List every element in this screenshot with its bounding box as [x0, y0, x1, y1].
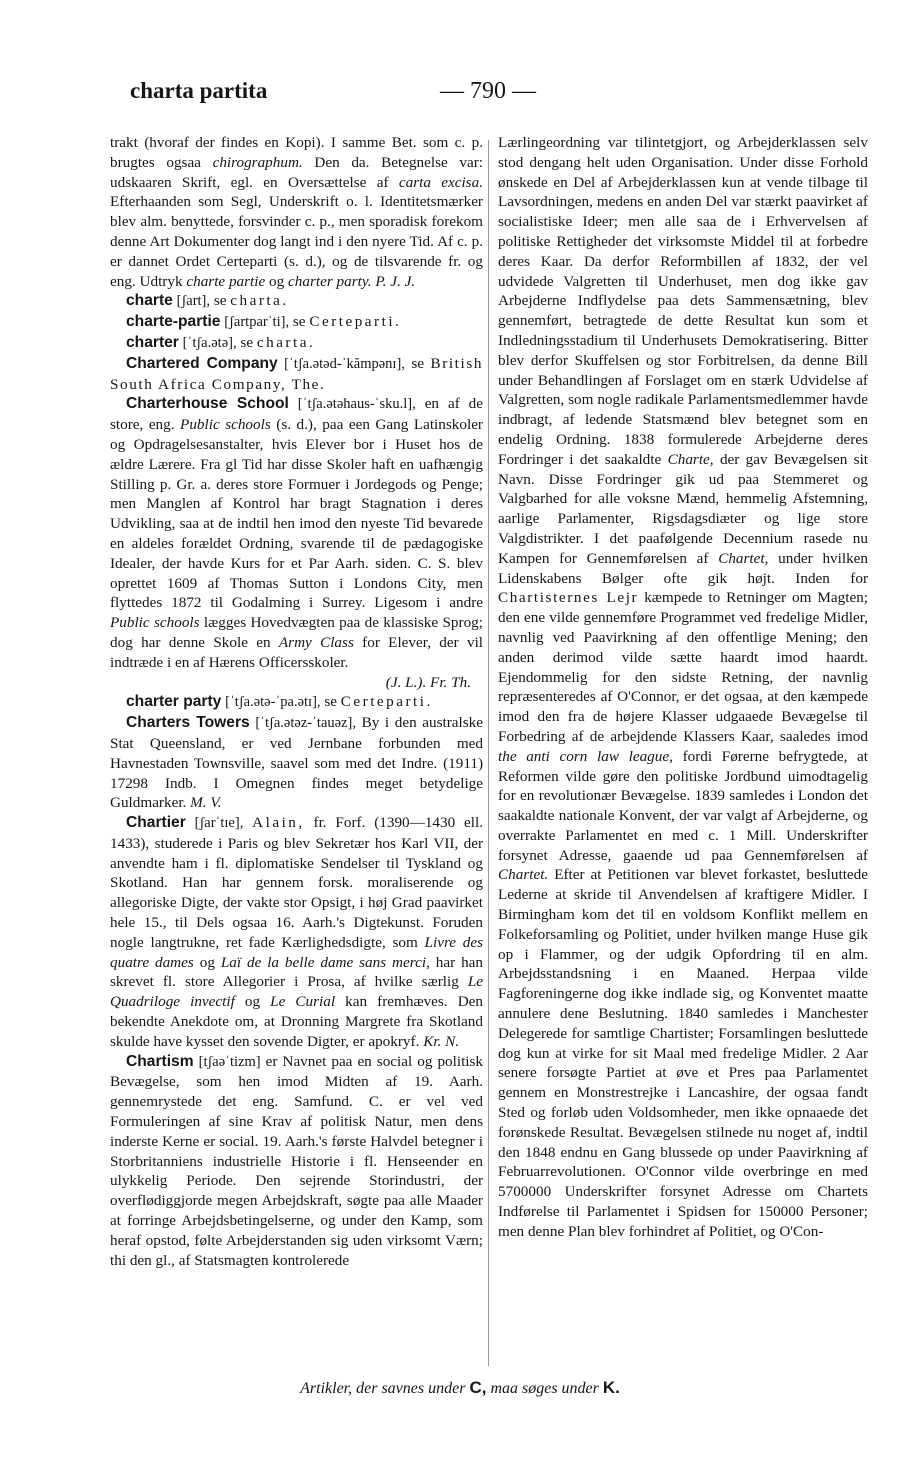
cross-reference: charta. — [256, 333, 316, 351]
cross-reference: charta. — [230, 292, 289, 310]
headword: charter — [126, 333, 179, 351]
running-head: charta partita — [130, 78, 268, 103]
page-header — [0, 70, 920, 110]
entry-charte-partie: charte-partie [ʃartparˈti], se Certeparti. — [126, 313, 402, 331]
article-continuation: trakt (hvoraf der findes en Kopi). I samme Bet. som c. p. brugtes ogsaa chirographum. Den da. Betegnelse var: udskaaren Skrift, egl. en Oversættelse af carta excisa. Efterhaanden som Segl, Underskrift o. l. Identitetsmærker blev alm. benyttede, forsvinder c. p., men sporadisk forekom denne Art Dokumenter dog langt ind i den nyere Tid. Af c. p. er dannet Ordet Certeparti (s. d.), og de tilsvarende fr. og eng. Udtryk charte partie og charter party. P. J. J. — [110, 134, 484, 290]
entry-chartered-company: Chartered Company [ˈtʃa.ətəd-ˈkămpənɪ], se British South Africa Company, The. — [110, 354, 484, 393]
headword: charte — [126, 292, 173, 310]
entry-chartier: Chartier [ʃarˈtɪe], Alain, fr. Forf. (1390—1430 ell. 1433), studerede i Paris og blev Sekretær hos Karl VII, der anvendte ham i fl. diplomatiske Sendelser til Tyskland og Skotland. Han har gennem forsk. moraliserende og allegoriske Digte, der vakte stor Opsigt, i høj Grad paavirket hele 15., til Dels ogsaa 16. Aarh.'s Digtekunst. Foruden nogle langtrukne, ret fade Kærlighedsdigte, som Livre des quatre dames og Laï de la belle dame sans merci, har han skrevet fl. store Allegorier i Prosa, af hvilke særlig Le Quadriloge invectif og Le Curial kan fremhæves. Den bekendte Anekdote om, at Dronning Margrete fra Skotland skulde have kysset den sovende Digter, er apokryf. Kr. N. — [110, 814, 484, 1050]
pronunciation: [ˈtʃa.ətəhaus-ˈsku.l], — [297, 396, 416, 413]
headword: Chartism — [126, 1052, 194, 1070]
entry-chartism: Chartism [tʃaəˈtizm] er Navnet paa en social og politisk Bevægelse, som hen imod Midten af 19. Aarh. gennemrystede det eng. Samfund. C. er vel ved Formuleringen af sine Krav af politisk Natur, men dens inderste Kerne er social. 19. Aarh.'s første Halvdel betegner i Storbritanniens industrielle Historie i fl. Henseender en ulykkelig Periode. Den sejrende Storindustri, der overflødiggjorde megen Arbejdskraft, søgte paa alle Maader at forringe Arbejdsbetingelserne, og under den Kamp, som heraf opstod, følte Arbejderstanden sig uden virksomt Værn; thi den gl., af Statsmagten kontrolerede — [110, 1052, 484, 1269]
pronunciation: [ˈtʃa.ətəd-ˈkămpənɪ], — [284, 355, 405, 372]
author-signature: (J. L.). Fr. Th. — [385, 673, 471, 691]
pronunciation: [ʃartparˈti], — [224, 314, 290, 331]
author-signature: M. V. — [190, 794, 222, 812]
pronunciation: [ʃart], — [176, 293, 211, 310]
column-divider — [488, 140, 489, 1366]
headword: Chartier — [126, 814, 186, 832]
entry-charters-towers: Charters Towers [ˈtʃa.ətəz-ˈtauəz], By i den australske Stat Queensland, er ved Jernbane forbunden med Havnestaden Townsville, saavel som med det Indre. (1911) 17298 Indb. I Omegnen findes meget betydelige Guldmarker. M. V. — [110, 714, 484, 812]
entry-charter: charter [ˈtʃa.ətə], se charta. — [126, 333, 316, 351]
headword: Chartered Company — [126, 354, 278, 372]
right-column — [498, 133, 868, 1242]
headword: charter party — [126, 693, 222, 711]
chartism-continuation: Lærlingeordning var tilintetgjort, og Arbejderklassen selv stod dengang helt uden Organisation. Under disse Forhold ønskede en Del af Arbejderklassen kun at vende tilbage til Lavsordningen, medens en anden Del var stærkt paavirket af socialistiske Ideer; men alle saa de i Erhvervelsen af politiske Rettigheder det virksomste Middel til at forbedre deres Kaar. Da derfor Reformbillen af 1832, der vel udvidede Valgretten til Underhuset, men dog ikke gav Arbejderne Indflydelse paa dets Sammensætning, blev gennemført, betragtede de dette Resultat kun som et Indledningsstadium til Underhusets Demokratisering. Bitter blev derfor Skuffelsen og stor Forbitrelsen, da denne Bill under Behandlingen af Forslaget om en stærk Udvidelse af Valgretten, som nogle radikale Parlamentsmedlemmer havde indbragt, af ledende Statsmænd blev betegnet som en endelig Ordning. 1838 formulerede Arbejderne deres Fordringer i det saakaldte Charte, der gav Bevægelsen sit Navn. Disse Fordringer gik ud paa Stemmeret og Valgbarhed for alle voksne Mænd, hemmelig Afstemning, aarlige Parlamenter, Rigsdagsdiæter og lige store Valgdistrikter. I det paafølgende Decennium rasede nu Kampen for Gennemførelsen af Chartet, under hvilken Lidenskabens Bølger ofte gik højt. Inden for Chartisternes Lejr kæmpede to Retninger om Magten; den ene vilde gennemføre Programmet ved fredelige Midler, navnlig ved Paavirkning af den offentlige Mening; den anden derimod vilde sætte haardt imod haardt. Ejendommelig for den sidste Retning, der navnlig repræsenteredes af O'Connor, er det ogsaa, at den kæmpede imod den fra de højere Klasser udgaaede Bevægelse til Forbedring af de arbejdende Klassers Kaar, saaledes imod the anti corn law league, fordi Førerne befrygtede, at Reformen vilde gøre den politiske Jordbund uimodtagelig for en revolutionær Bevægelse. 1839 samledes i London det saakaldte nationale Konvent, der var valgt af Arbejderne, og overrakte Parlamentet en med c. 1 Mill. Underskrifter forsynet Adresse, gaaende ud paa Gennemførelsen af Chartet. Efter at Petitionen var blevet forkastet, besluttede Lederne at skride til Anvendelsen af kraftigere Midler. I Birmingham kom det til en voldsom Konflikt mellem en Folkeforsamling og Politiet, under hvilken mange Huse gik op i Flammer, og der udgik Opfordring til en alm. Arbejdsstandsning i en Maaned. Herpaa vilde Fagforeningerne dog ikke indlade sig, og Konventet maatte annulere dene Beslutning. 1840 samledes i Manchester Delegerede for samtlige Chartister; Forsamlingen besluttede dog kun at virke for sit Maal med fredelige Midler. 2 Aar senere forsøgte Partiet at øve et Pres paa Parlamentet gennem en Monstrestrejke i Lancashire, der ogsaa fandt Sted og forløb uden Voldsomheder, men ikke opnaaede det forønskede Resultat. Bevægelsen stilnede nu noget af, indtil den 1848 endnu en Gang blussede op under Paavirkning af Februarrevolutionen. O'Connor vilde overbringe en med 5700000 Underskrifter forsynet Adresse om Chartets Indførelse til Parlamentet i Spidsen for 150000 Personer; men denne Plan blev forhindret af Politiet, og O'Con- — [498, 134, 869, 1240]
headword: Charters Towers — [126, 714, 250, 732]
headword: charte-partie — [126, 313, 221, 331]
pronunciation: [ˈtʃa.ətəz-ˈtauəz], — [255, 715, 356, 732]
pronunciation: [tʃaəˈtizm] — [198, 1053, 261, 1070]
headword: Charterhouse School — [126, 395, 289, 413]
entry-charte: charte [ʃart], se charta. — [126, 292, 289, 310]
page-number: — 790 — — [440, 78, 536, 104]
pronunciation: [ˈtʃa.ətə], — [182, 334, 237, 351]
footer-note: Artikler, der savnes under C, maa søges under K. — [300, 1378, 620, 1397]
author-signature: P. J. J. — [375, 272, 416, 290]
pronunciation: [ʃarˈtɪe], — [194, 815, 244, 832]
cross-reference: Certeparti. — [340, 693, 433, 711]
entry-charterhouse-school: Charterhouse School [ˈtʃa.ətəhaus-ˈsku.l], en af de store, eng. Public schools (s. d.), paa een Gang Latinskoler og Opdragelsesanstalter, hvis Elever bor i Huset hos de ældre Lærere. Fra gl Tid har disse Skoler haft en uafhængig Stilling p. Gr. a. deres store Formuer i Jordegods og Penge; men Manglen af Kontrol har bragt Stagnation i deres Udvikling, saa at de indtil hen imod den nyeste Tid bevarede en aldeles forældet Ordning, svarende til de pædagogiske Idealer, der havde Kurs for et Par Aarh. siden. C. S. blev oprettet 1609 af Thomas Sutton i Londons City, men flyttedes 1872 til Godalming i Surrey. Ligesom i andre Public schools lægges Hovedvægten paa de klassiske Sprog; dog har denne Skole en Army Class for Elever, der vil indtræde i en af Hærens Officersskoler. — [110, 395, 484, 671]
author-signature: Kr. N. — [423, 1032, 460, 1050]
cross-reference: British South Africa Company, The. — [110, 354, 484, 393]
cross-reference: Certeparti. — [309, 313, 402, 331]
left-column — [110, 133, 483, 1270]
pronunciation: [ˈtʃa.ətə-ˈpa.ətɪ], — [225, 694, 321, 711]
entry-charter-party: charter party [ˈtʃa.ətə-ˈpa.ətɪ], se Certeparti. — [126, 693, 433, 711]
